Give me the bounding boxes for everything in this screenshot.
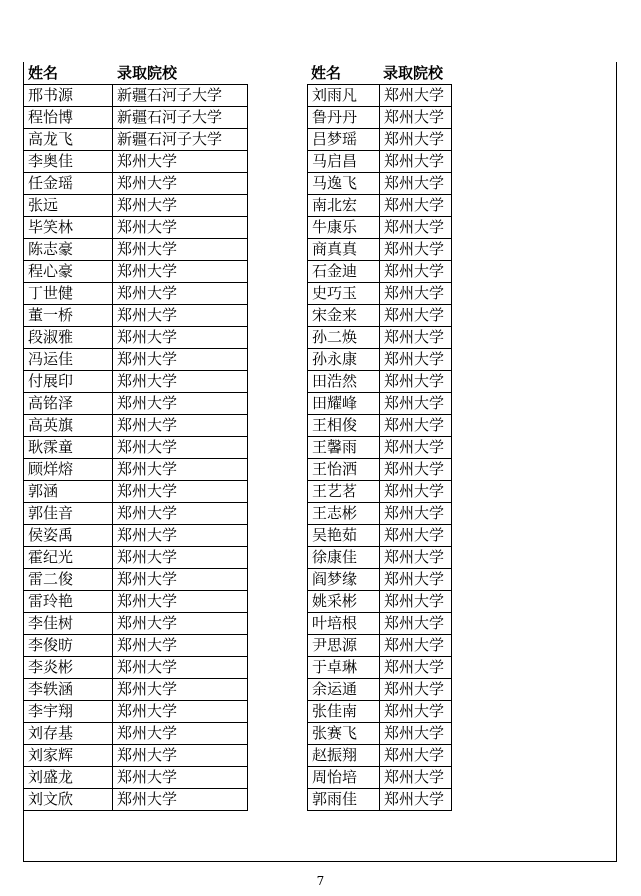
admitted-school: 郑州大学 [380,371,452,393]
admitted-school: 郑州大学 [380,503,452,525]
admitted-school: 郑州大学 [380,437,452,459]
table-row [308,503,452,525]
admitted-school: 郑州大学 [380,481,452,503]
admitted-school: 郑州大学 [380,261,452,283]
admitted-school: 郑州大学 [113,305,248,327]
admitted-school: 新疆石河子大学 [113,85,248,107]
student-name: 李轶涵 [24,679,113,701]
student-name: 李宇翔 [24,701,113,723]
student-name: 冯运佳 [24,349,113,371]
student-name: 张赛飞 [308,723,380,745]
student-name: 郭涵 [24,481,113,503]
admitted-school: 郑州大学 [113,745,248,767]
page-number: 7 [316,874,325,888]
admitted-school: 郑州大学 [380,569,452,591]
table-row [308,789,452,811]
admitted-school: 郑州大学 [113,459,248,481]
table-row [24,305,248,327]
admitted-school: 郑州大学 [113,679,248,701]
student-name: 牛康乐 [308,217,380,239]
student-name: 田耀峰 [308,393,380,415]
student-name: 史巧玉 [308,283,380,305]
admitted-school: 郑州大学 [380,151,452,173]
table-row [308,305,452,327]
table-row [308,657,452,679]
admitted-school: 郑州大学 [380,217,452,239]
admitted-school: 郑州大学 [380,107,452,129]
admitted-school: 郑州大学 [113,481,248,503]
admitted-school: 郑州大学 [113,789,248,811]
header-left-school: 录取院校 [117,64,178,82]
table-row [24,459,248,481]
table-row [308,107,452,129]
student-name: 马逸飞 [308,173,380,195]
table-row [308,195,452,217]
admitted-school: 郑州大学 [113,525,248,547]
table-row [308,547,452,569]
table-row [24,657,248,679]
student-name: 程心豪 [24,261,113,283]
table-row [308,723,452,745]
admitted-school: 郑州大学 [113,657,248,679]
table-row [308,415,452,437]
admitted-school: 郑州大学 [113,195,248,217]
admitted-school: 郑州大学 [113,701,248,723]
admitted-school: 郑州大学 [380,393,452,415]
table-row [24,283,248,305]
admitted-school: 郑州大学 [113,547,248,569]
student-name: 商真真 [308,239,380,261]
admitted-school: 郑州大学 [113,723,248,745]
admitted-school: 郑州大学 [380,591,452,613]
table-row [24,481,248,503]
table-row [308,679,452,701]
admitted-school: 郑州大学 [380,283,452,305]
admitted-school: 郑州大学 [380,415,452,437]
table-row [308,459,452,481]
table-row [308,239,452,261]
student-name: 陈志豪 [24,239,113,261]
student-name: 王志彬 [308,503,380,525]
student-name: 马启昌 [308,151,380,173]
admitted-school: 郑州大学 [380,459,452,481]
student-name: 刘文欣 [24,789,113,811]
admitted-school: 郑州大学 [113,613,248,635]
table-row [24,635,248,657]
table-row [24,393,248,415]
table-row [308,613,452,635]
student-name: 刘雨凡 [308,85,380,107]
table-row [24,85,248,107]
admitted-school: 郑州大学 [380,305,452,327]
table-row [24,195,248,217]
student-name: 赵振翔 [308,745,380,767]
student-name: 李俊昉 [24,635,113,657]
student-name: 叶培根 [308,613,380,635]
table-row [308,635,452,657]
table-row [308,591,452,613]
admitted-school: 郑州大学 [113,767,248,789]
table-row [308,437,452,459]
table-row [24,767,248,789]
admitted-school: 郑州大学 [113,635,248,657]
table-row [308,283,452,305]
admitted-school: 郑州大学 [113,217,248,239]
table-row [24,569,248,591]
admitted-school: 郑州大学 [380,767,452,789]
table-row [24,745,248,767]
student-name: 刘盛龙 [24,767,113,789]
table-row [24,129,248,151]
admitted-school: 郑州大学 [380,173,452,195]
admitted-school: 郑州大学 [380,129,452,151]
student-name: 孙二焕 [308,327,380,349]
admitted-school: 郑州大学 [380,723,452,745]
admitted-school: 郑州大学 [380,789,452,811]
table-row [24,327,248,349]
table-row [24,789,248,811]
admitted-school: 郑州大学 [113,349,248,371]
admitted-school: 郑州大学 [380,657,452,679]
admitted-school: 郑州大学 [113,503,248,525]
admitted-school: 郑州大学 [380,239,452,261]
table-row [308,217,452,239]
admitted-school: 郑州大学 [113,591,248,613]
table-row [24,261,248,283]
table-row [24,613,248,635]
admitted-school: 郑州大学 [380,327,452,349]
student-name: 李炎彬 [24,657,113,679]
table-row [24,239,248,261]
table-row [24,591,248,613]
table-row [24,151,248,173]
admitted-school: 郑州大学 [113,327,248,349]
admitted-school: 郑州大学 [113,393,248,415]
admitted-school: 郑州大学 [113,569,248,591]
admitted-school: 郑州大学 [380,701,452,723]
admitted-school: 郑州大学 [380,635,452,657]
admitted-school: 郑州大学 [113,415,248,437]
student-name: 侯姿禹 [24,525,113,547]
admitted-school: 新疆石河子大学 [113,129,248,151]
student-name: 王怡洒 [308,459,380,481]
admitted-school: 郑州大学 [113,371,248,393]
student-name: 徐康佳 [308,547,380,569]
table-row [24,525,248,547]
student-name: 雷二俊 [24,569,113,591]
table-row [24,547,248,569]
table-row [308,349,452,371]
admitted-school: 郑州大学 [380,195,452,217]
student-name: 张佳南 [308,701,380,723]
student-name: 雷玲艳 [24,591,113,613]
student-name: 高龙飞 [24,129,113,151]
table-row [308,481,452,503]
student-name: 李奥佳 [24,151,113,173]
admitted-school: 郑州大学 [113,283,248,305]
admitted-school: 郑州大学 [380,525,452,547]
student-name: 郭佳音 [24,503,113,525]
table-row [24,437,248,459]
table-row [308,701,452,723]
table-row [308,525,452,547]
table-row [308,327,452,349]
admitted-school: 郑州大学 [380,547,452,569]
admission-table-left [23,84,248,811]
student-name: 顾烊熔 [24,459,113,481]
student-name: 郭雨佳 [308,789,380,811]
student-name: 李佳树 [24,613,113,635]
admitted-school: 郑州大学 [380,679,452,701]
table-row [24,723,248,745]
student-name: 高铭泽 [24,393,113,415]
table-row [308,261,452,283]
student-name: 石金迪 [308,261,380,283]
table-row [308,767,452,789]
table-row [308,129,452,151]
student-name: 程怡博 [24,107,113,129]
student-name: 霍纪光 [24,547,113,569]
student-name: 耿霂童 [24,437,113,459]
table-row [308,393,452,415]
admitted-school: 郑州大学 [113,173,248,195]
header-right-name: 姓名 [311,64,342,82]
student-name: 孙永康 [308,349,380,371]
student-name: 阎梦缘 [308,569,380,591]
table-row [24,173,248,195]
student-name: 尹思源 [308,635,380,657]
table-row [308,85,452,107]
admitted-school: 郑州大学 [113,239,248,261]
student-name: 鲁丹丹 [308,107,380,129]
student-name: 高英旗 [24,415,113,437]
table-row [308,745,452,767]
header-left-name: 姓名 [28,64,59,82]
student-name: 南北宏 [308,195,380,217]
student-name: 宋金来 [308,305,380,327]
admitted-school: 新疆石河子大学 [113,107,248,129]
student-name: 毕笑林 [24,217,113,239]
admitted-school: 郑州大学 [113,151,248,173]
table-row [24,679,248,701]
student-name: 任金瑶 [24,173,113,195]
admitted-school: 郑州大学 [113,261,248,283]
admitted-school: 郑州大学 [380,745,452,767]
admission-table-right [307,84,452,811]
table-row [308,151,452,173]
student-name: 于卓琳 [308,657,380,679]
admitted-school: 郑州大学 [380,349,452,371]
table-row [308,371,452,393]
table-row [308,569,452,591]
table-row [24,217,248,239]
student-name: 邢书源 [24,85,113,107]
student-name: 姚采彬 [308,591,380,613]
header-right-school: 录取院校 [383,64,444,82]
table-row [24,371,248,393]
table-row [24,349,248,371]
student-name: 张远 [24,195,113,217]
table-row [24,107,248,129]
student-name: 王馨雨 [308,437,380,459]
student-name: 田浩然 [308,371,380,393]
student-name: 王相俊 [308,415,380,437]
student-name: 刘家辉 [24,745,113,767]
table-row [24,503,248,525]
student-name: 丁世健 [24,283,113,305]
student-name: 余运通 [308,679,380,701]
student-name: 吴艳茹 [308,525,380,547]
table-row [308,173,452,195]
admitted-school: 郑州大学 [113,437,248,459]
student-name: 段淑雅 [24,327,113,349]
admitted-school: 郑州大学 [380,613,452,635]
student-name: 吕梦瑶 [308,129,380,151]
student-name: 刘存基 [24,723,113,745]
table-row [24,701,248,723]
table-row [24,415,248,437]
admitted-school: 郑州大学 [380,85,452,107]
student-name: 周怡培 [308,767,380,789]
student-name: 王艺茗 [308,481,380,503]
student-name: 付展印 [24,371,113,393]
student-name: 董一桥 [24,305,113,327]
